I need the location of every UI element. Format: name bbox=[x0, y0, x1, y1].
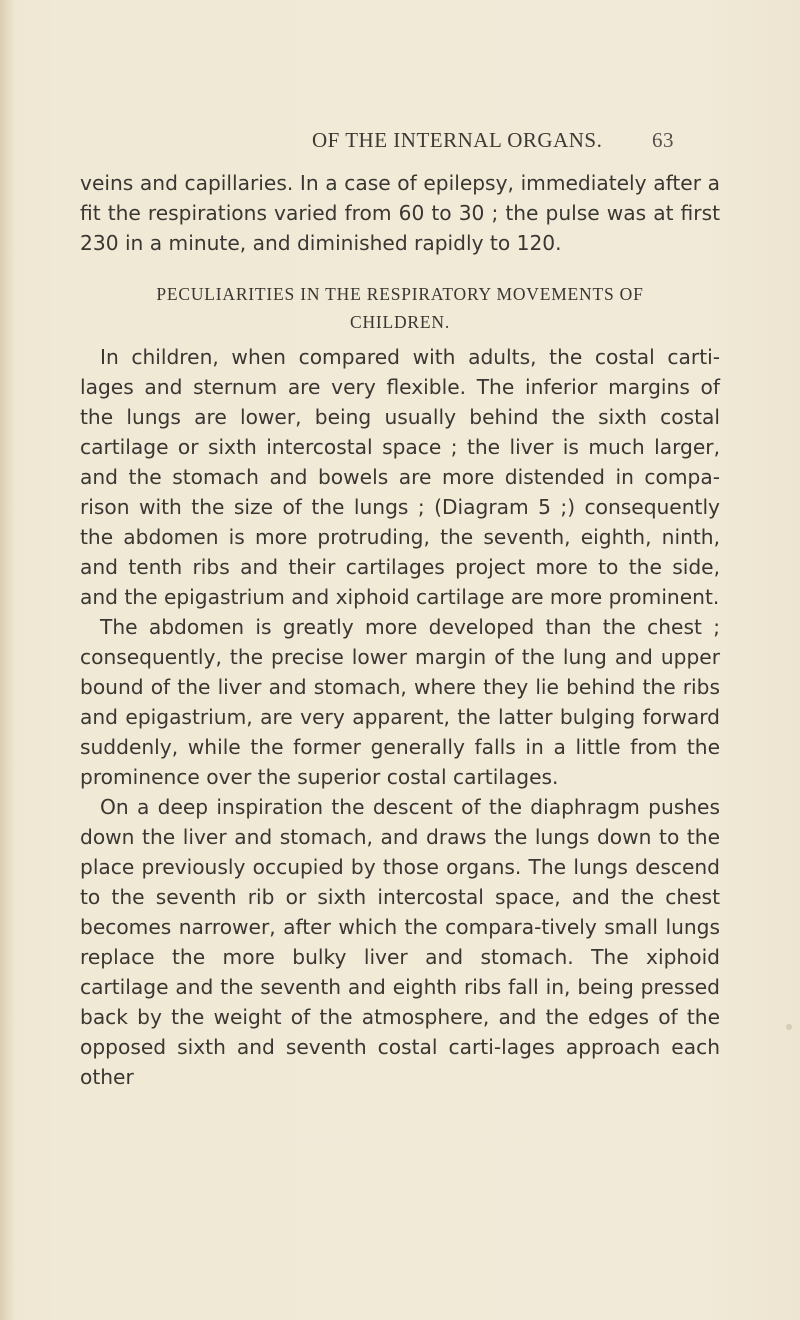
section-heading-line-2: CHILDREN. bbox=[349, 312, 451, 332]
section-heading-line-1: PECULIARITIES IN THE RESPIRATORY MOVEMENTS OF bbox=[156, 284, 644, 304]
paragraph-continued: veins and capillaries. In a case of epilepsy, immediately after a fit the respirations varied from 60 to 30 ; the pulse was at first 230 in a minute, and diminished rapidly to 120. bbox=[80, 171, 720, 255]
running-title: OF THE INTERNAL ORGANS. bbox=[312, 128, 603, 152]
paragraph-1: In children, when compared with adults, the costal carti-lages and sternum are very flexible. The inferior margins of the lungs are lower, being usually behind the sixth costal cartilage or sixth intercostal space ; the liver is much larger, and the stomach and bowels are more distended in compa-rison with the size of the lungs ; (Diagram 5 ;) consequently the abdomen is more protruding, the seventh, eighth, ninth, and tenth ribs and their cartilages project more to the side, and the epigastrium and xiphoid cartilage are more prominent. bbox=[80, 345, 720, 609]
paragraph-2: The abdomen is greatly more developed than the chest ; consequently, the precise lower margin of the lung and upper bound of the liver and stomach, where they lie behind the ribs and epigastrium, are very apparent, the latter bulging forward suddenly, while the former generally falls in a little from the prominence over the superior costal cartilages. bbox=[80, 615, 720, 789]
body-text bbox=[80, 168, 720, 1092]
page-gutter-shadow bbox=[0, 0, 14, 1320]
running-head bbox=[40, 128, 760, 156]
paragraph-3: On a deep inspiration the descent of the diaphragm pushes down the liver and stomach, and draws the lungs down to the place previously occupied by those organs. The lungs descend to the seventh rib or sixth intercostal space, and the chest becomes narrower, after which the compara-tively small lungs replace the more bulky liver and stomach. The xiphoid cartilage and the seventh and eighth ribs fall in, being pressed back by the weight of the atmosphere, and the edges of the opposed sixth and seventh costal carti-lages approach each other bbox=[80, 795, 720, 1089]
paper-speck bbox=[786, 1024, 792, 1030]
page-number: 63 bbox=[652, 128, 674, 152]
section-heading bbox=[80, 280, 720, 336]
